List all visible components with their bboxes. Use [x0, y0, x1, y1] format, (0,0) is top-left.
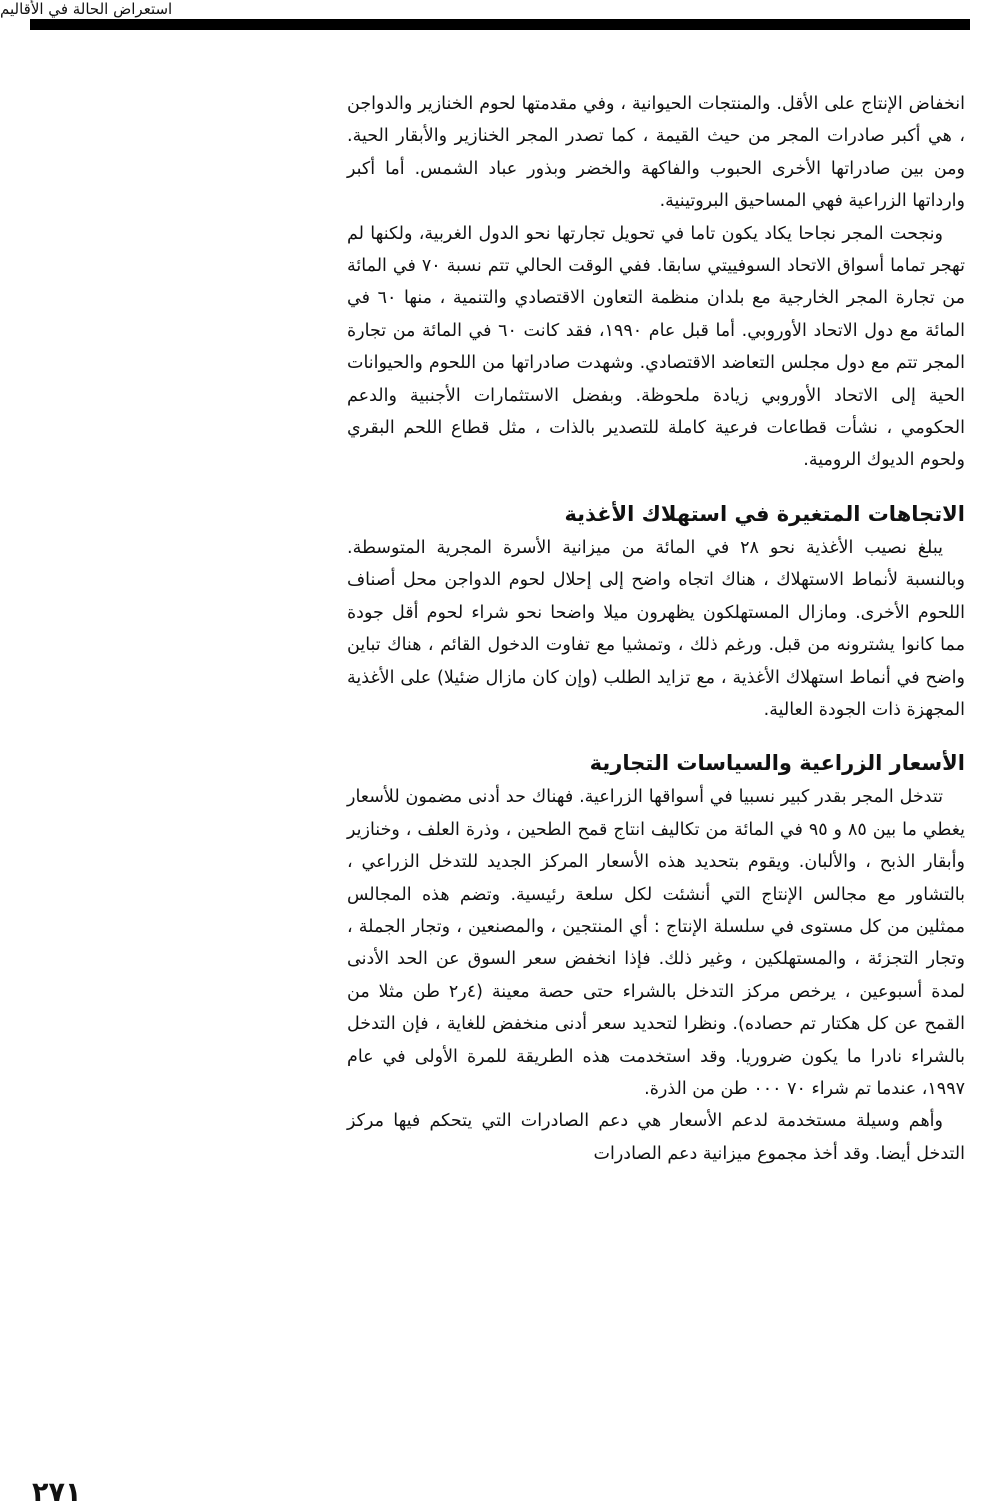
paragraph-food-consumption: يبلغ نصيب الأغذية نحو ٢٨ في المائة من ميزانية الأسرة المجرية المتوسطة. وبالنسبة لأنماط الاستهلاك ، هناك اتجاه واضح إلى إحلال لحوم الدواجن محل أصناف اللحوم الأخرى. ومازال المستهلكون يظهرون ميلا واضحا نحو شراء لحوم أقل جودة مما كانوا يشترونه من قبل. ورغم ذلك ، وتمشيا مع تفاوت الدخول القائم ، هناك تباين واضح في أنماط استهلاك الأغذية ، مع تزايد الطلب (وإن كان مازال ضئيلا) على الأغذية المجهزة ذات الجودة العالية.: [347, 537, 965, 720]
page-number: ٢٧١: [32, 1477, 82, 1508]
section-heading-food-consumption: الاتجاهات المتغيرة في استهلاك الأغذية: [564, 501, 965, 526]
section-heading-prices-trade-policy: الأسعار الزراعية والسياسات التجارية: [589, 751, 965, 776]
body-text: [347, 88, 965, 1170]
paragraph-trade-shift: ونجحت المجر نجاحا يكاد يكون تاما في تحويل تجارتها نحو الدول الغربية، ولكنها لم تهجر تماما أسواق الاتحاد السوفييتي سابقا. ففي الوقت الحالي تتم نسبة ٧٠ في المائة من تجارة المجر الخارجية مع بلدان منظمة التعاون الاقتصادي والتنمية ، منها ٦٠ في المائة مع دول الاتحاد الأوروبي. أما قبل عام ١٩٩٠، فقد كانت ٦٠ في المائة من تجارة المجر تتم مع دول مجلس التعاضد الاقتصادي. وشهدت صادراتها من اللحوم والحيوانات الحية إلى الاتحاد الأوروبي زيادة ملحوظة. وبفضل الاستثمارات الأجنبية والدعم الحكومي ، نشأت قطاعات فرعية كاملة للتصدير بالذات ، مثل قطاع اللحم البقري ولحوم الديوك الرومية.: [347, 223, 965, 471]
paragraph-price-support: تتدخل المجر بقدر كبير نسبيا في أسواقها الزراعية. فهناك حد أدنى مضمون للأسعار يغطي ما بين ٨٥ و ٩٥ في المائة من تكاليف انتاج قمح الطحين ، وذرة العلف ، وخنازير وأبقار الذبح ، والألبان. ويقوم بتحديد هذه الأسعار المركز الجديد للتدخل الزراعي ، بالتشاور مع مجالس الإنتاج التي أنشئت لكل سلعة رئيسية. وتضم هذه المجالس ممثلين من كل مستوى في سلسلة الإنتاج : أي المنتجين ، والمصنعين ، وتجار الجملة ، وتجار التجزئة ، والمستهلكين ، وغير ذلك. فإذا انخفض سعر السوق عن الحد الأدنى لمدة أسبوعين ، يرخص مركز التدخل بالشراء حتى حصة معينة (٤ر٢ طن مثلا من القمح عن كل هكتار تم حصاده). ونظرا لتحديد سعر أدنى منخفض للغاية ، فإن التدخل بالشراء نادرا ما يكون ضروريا. وقد استخدمت هذه الطريقة للمرة الأولى في عام ١٩٩٧، عندما تم شراء ٧٠ ٠٠٠ طن من الذرة.: [347, 787, 966, 1099]
paragraph-livestock-exports: انخفاض الإنتاج على الأقل. والمنتجات الحيوانية ، وفي مقدمتها لحوم الخنازير والدواجن ، هي أكبر صادرات المجر من حيث القيمة ، كما تصدر المجر الخنازير والأبقار الحية. ومن بين صادراتها الأخرى الحبوب والفاكهة والخضر وبذور عباد الشمس. أما أكبر وارداتها الزراعية فهي المساحيق البروتينية.: [347, 94, 965, 212]
header-rule: [30, 19, 970, 30]
running-header-title: استعراض الحالة في الأقاليم: [0, 0, 173, 18]
paragraph-export-subsidies: وأهم وسيلة مستخدمة لدعم الأسعار هي دعم الصادرات التي يتحكم فيها مركز التدخل أيضا. وقد أخذ مجموع ميزانية دعم الصادرات: [347, 1111, 965, 1164]
